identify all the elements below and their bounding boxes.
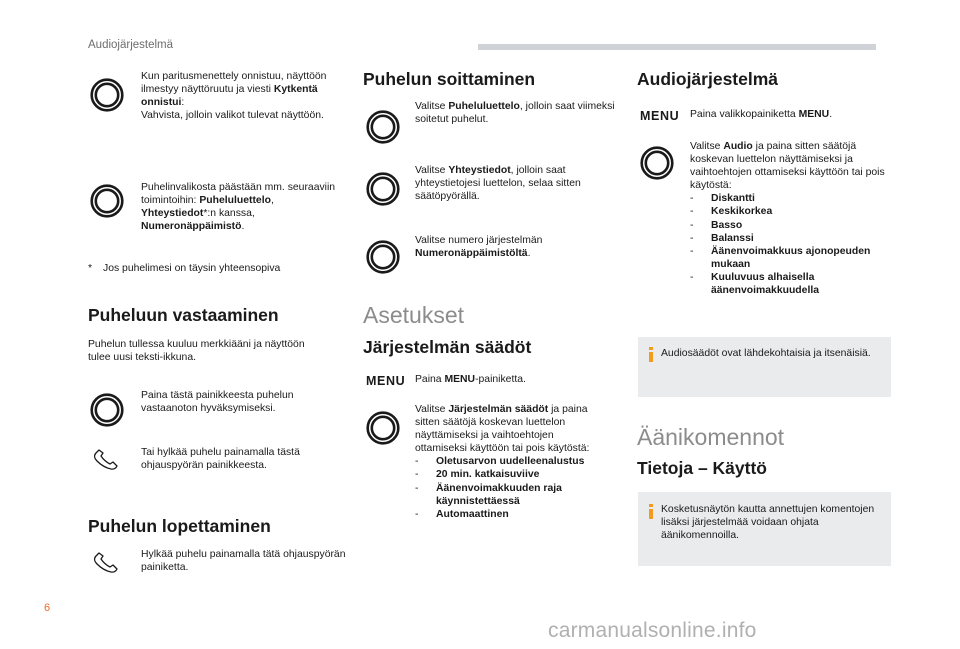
system-settings-text: Valitse Järjestelmän säädöt ja paina sitten säätöjä koskevan luettelon näyttämiseksi ja vaihtoehtojen ottamiseksi käyttöön tai pois käytöstä: - Oletusarvon uudelleenalustus - 20 min. katkaisuviive - Äänenvoimakkuuden raja käynnistettäessä - Automaattinen: [415, 403, 607, 521]
info-box-audio: [638, 337, 891, 397]
heading-make-call: Puhelun soittaminen: [363, 69, 536, 89]
keypad-text: Valitse numero järjestelmän Numeronäppäimistöltä.: [415, 235, 543, 260]
rotary-knob-icon: [366, 240, 400, 274]
answer-knob-text: Paina tästä painikkeesta puhelun vastaanoton hyväksymiseksi.: [141, 390, 294, 415]
heading-info-usage: Tietoja – Käyttö: [637, 458, 767, 478]
watermark: carmanualsonline.info: [548, 619, 757, 642]
running-head: Audiojärjestelmä: [88, 39, 174, 51]
list-item: - Äänenvoimakkuus ajonopeuden mukaan: [690, 245, 871, 270]
rotary-knob-icon: [90, 184, 124, 218]
list-item: - Keskikorkea: [690, 206, 773, 218]
list-item: - Automaattinen: [415, 508, 509, 520]
list-item: - Diskantti: [690, 193, 755, 205]
system-settings-list: [415, 455, 607, 520]
call-log-text: Valitse Puheluluettelo, jolloin saat viimeksi soitetut puhelut.: [415, 101, 615, 126]
audio-settings-list: [690, 192, 886, 297]
heading-settings: Asetukset: [363, 302, 464, 328]
list-item: - Balanssi: [690, 232, 754, 244]
heading-audio-system: Audiojärjestelmä: [637, 69, 779, 89]
info-audio-text: Audiosäädöt ovat lähdekohtaisia ja itsenäisiä.: [661, 348, 871, 359]
rotary-knob-icon: [366, 172, 400, 206]
answer-intro: Puhelun tullessa kuuluu merkkiääni ja näyttöön tulee uusi teksti-ikkuna.: [88, 339, 305, 364]
menu-button-icon: MENU: [640, 109, 680, 123]
list-item: - Oletusarvon uudelleenalustus: [415, 456, 585, 468]
menu-button-icon: MENU: [366, 374, 406, 388]
rotary-knob-icon: [640, 146, 674, 180]
info-icon: [647, 504, 655, 519]
rotary-knob-icon: [90, 78, 124, 112]
info-voice-text: Kosketusnäytön kautta annettujen komentojen lisäksi järjestelmää voidaan ohjata äänikomennoilla.: [661, 504, 875, 542]
press-menu-text: Paina MENU-painiketta.: [415, 374, 526, 385]
phone-handset-icon: [91, 449, 123, 471]
press-menu-key-text: Paina valikkopainiketta MENU.: [690, 109, 833, 120]
list-item: - 20 min. katkaisuviive: [415, 469, 540, 481]
page-number: 6: [44, 602, 51, 614]
heading-system-settings: Järjestelmän säädöt: [363, 337, 532, 357]
contacts-text: Valitse Yhteystiedot, jolloin saat yhteystietojesi luettelon, selaa sitten säätöpyörällä.: [415, 165, 581, 203]
header-bar: [478, 44, 876, 50]
pairing-success-text: Kun paritusmenettely onnistuu, näyttöön ilmestyy näyttöruutu ja viesti Kytkentä onnistui: Vahvista, jolloin valikot tulevat näyttöön.: [141, 71, 327, 122]
footnote: Jos puhelimesi on täysin yhteensopiva: [103, 263, 281, 274]
rotary-knob-icon: [90, 393, 124, 427]
rotary-knob-icon: [366, 411, 400, 445]
list-item: - Äänenvoimakkuuden raja käynnistettäessä: [415, 482, 562, 507]
heading-answer-call: Puheluun vastaaminen: [88, 305, 279, 325]
heading-end-call: Puhelun lopettaminen: [88, 516, 271, 536]
list-item: - Kuuluvuus alhaisella äänenvoimakkuudella: [690, 271, 819, 297]
rotary-knob-icon: [366, 110, 400, 144]
footnote-mark: *: [88, 263, 93, 274]
reject-call-text: Tai hylkää puhelu painamalla tästä ohjauspyörän painikkeesta.: [141, 447, 300, 472]
info-icon: [647, 347, 655, 362]
audio-settings-text: Valitse Audio ja paina sitten säätöjä koskevan luettelon näyttämiseksi ja vaihtoehtojen ottamiseksi käyttöön tai pois käytöstä: - Diskantti - Keskikorkea - Basso - Balanssi - Äänenvoimakkuus ajonopeuden mukaan - Kuuluvuus alhaisella äänenvoimakkuudella: [690, 141, 885, 297]
phone-handset-icon: [91, 552, 123, 574]
list-item: - Basso: [690, 219, 743, 231]
phone-menu-text: Puhelinvalikosta päästään mm. seuraaviin toimintoihin: Puheluluettelo, Yhteystiedot*:n kanssa, Numeronäppäimistö.: [141, 182, 336, 233]
end-call-text: Hylkää puhelu painamalla tätä ohjauspyörän painiketta.: [141, 549, 346, 574]
heading-voice-commands: Äänikomennot: [637, 424, 785, 450]
